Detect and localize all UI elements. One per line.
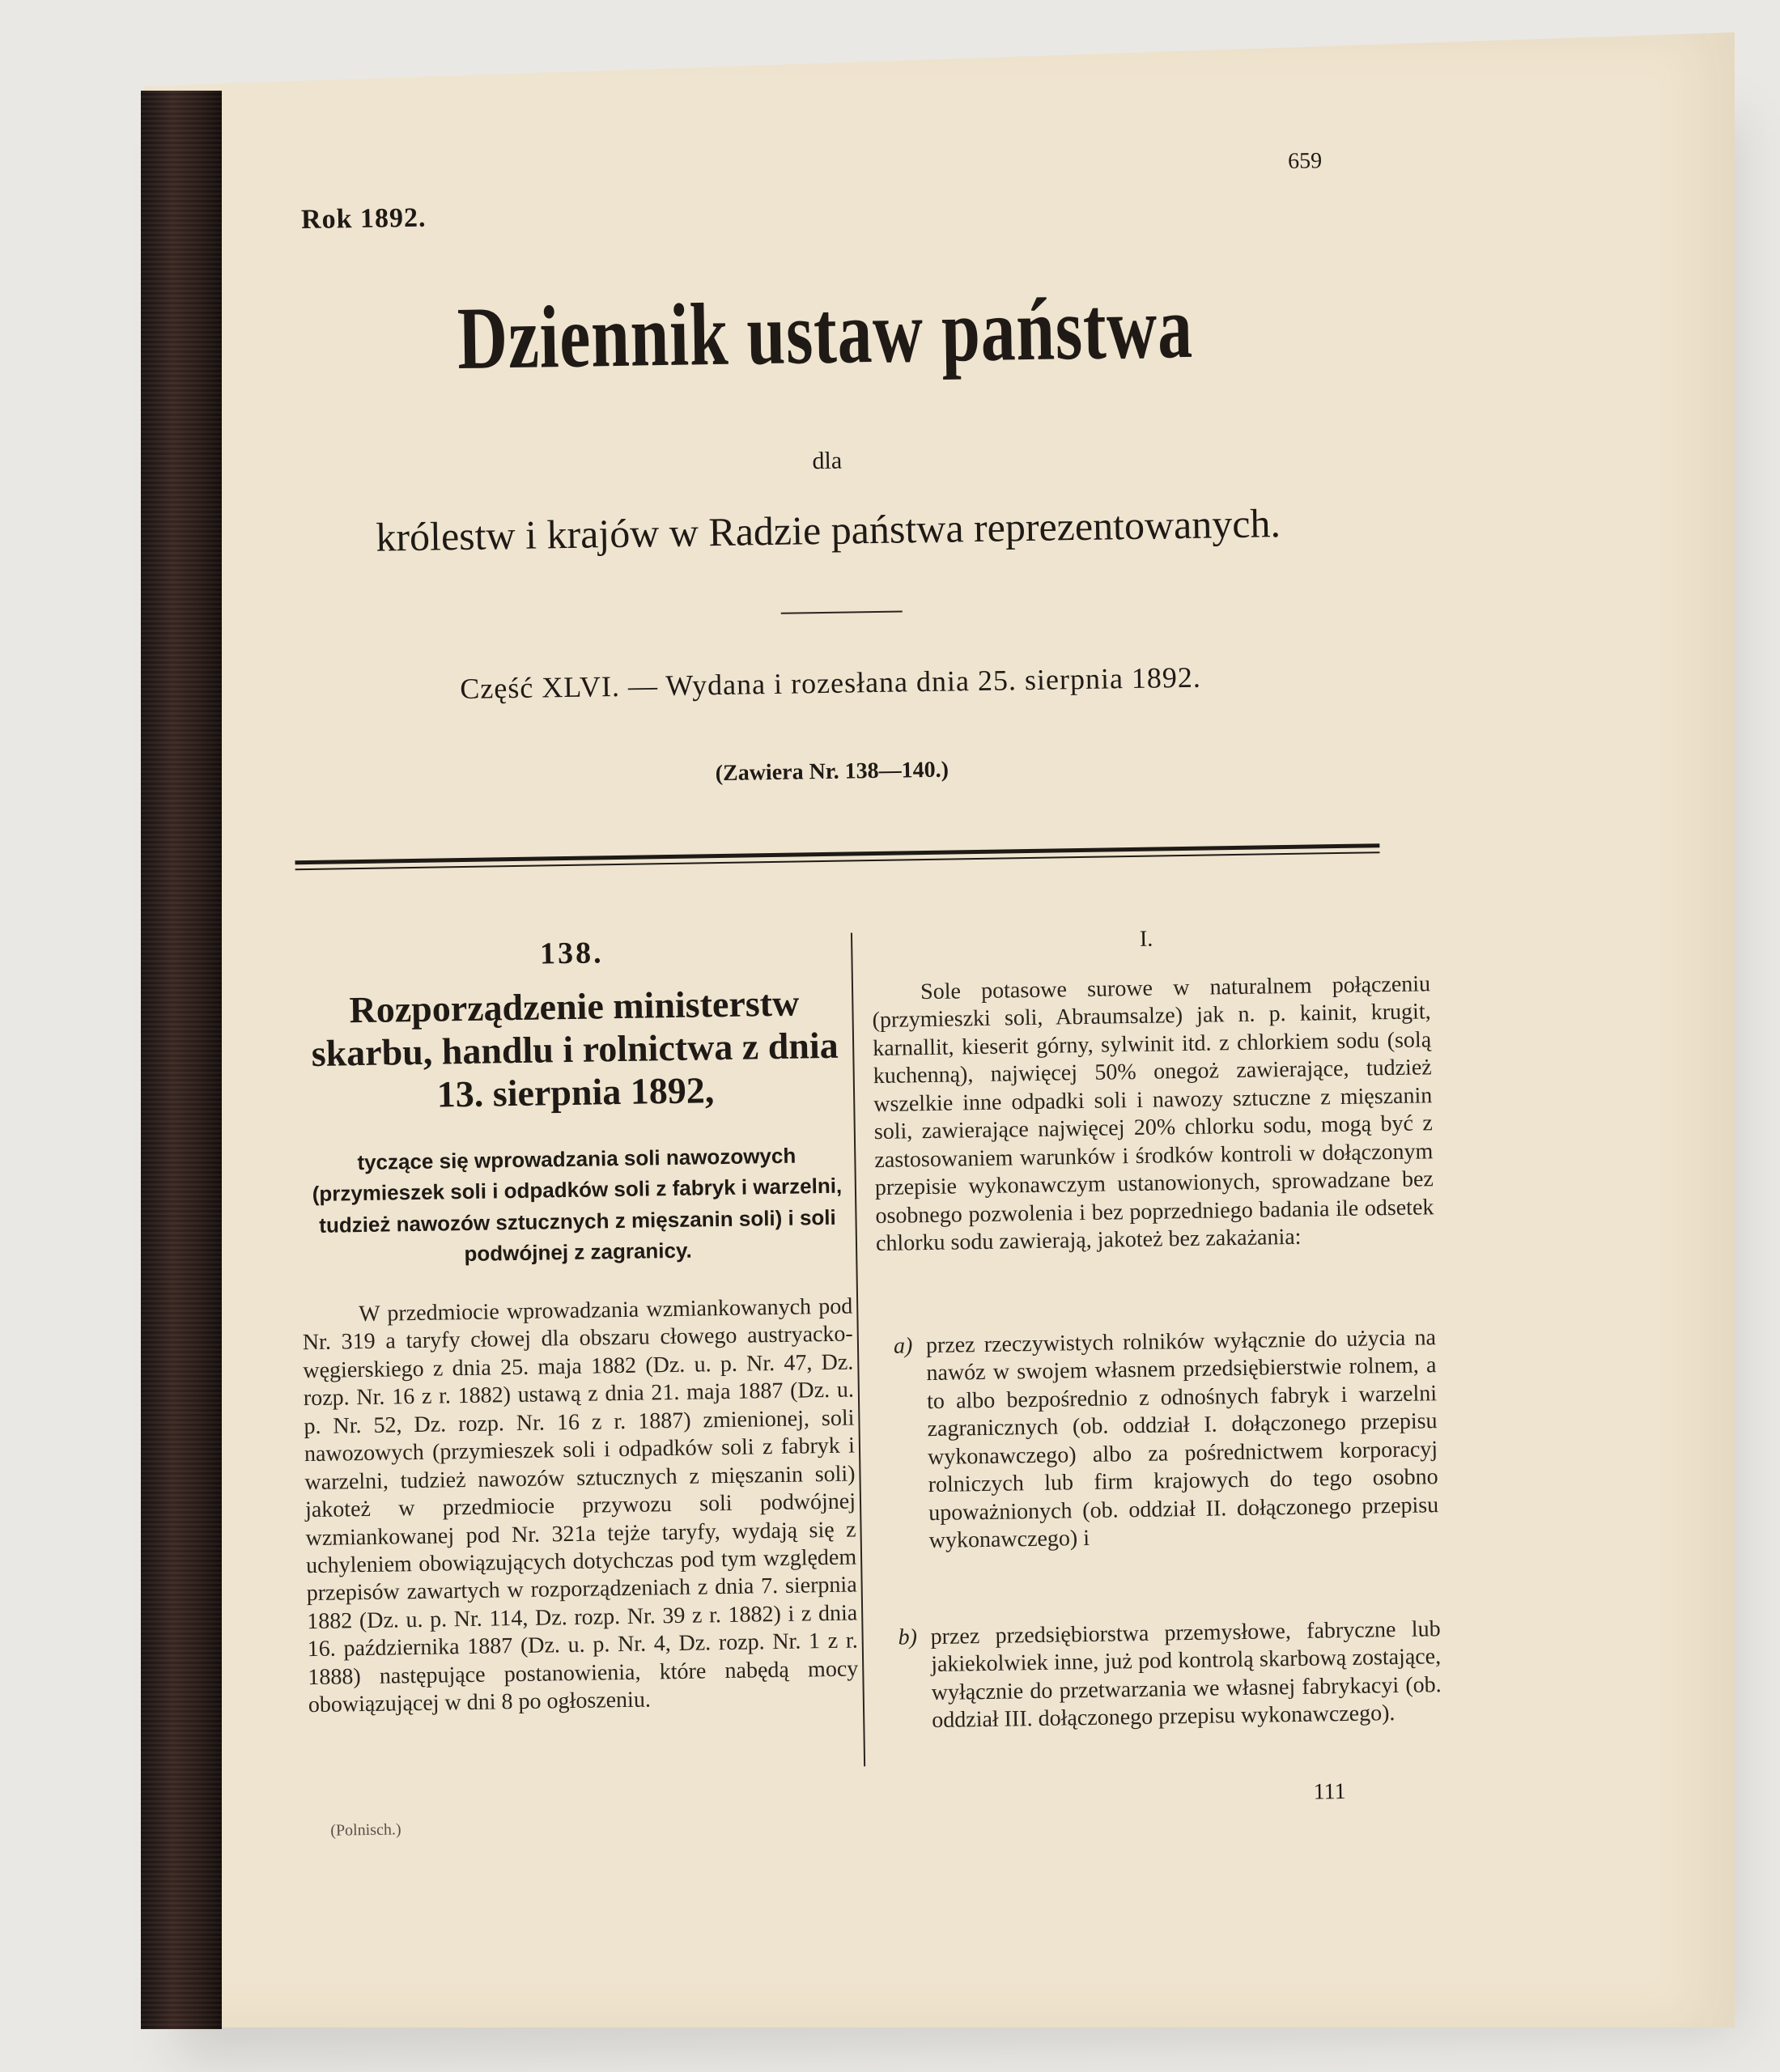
section-intro: [872, 970, 1434, 1258]
ordinance-subject: tyczące się wprowadzania soli nawozowych (przymieszek soli i odpadków soli z fabryk i warzelni, tudzież nawozów sztucznych z mięszanin soli) i soli podwójnej z zagranicy.: [312, 1143, 843, 1267]
journal-title: Dziennik ustaw państwa: [457, 277, 1194, 388]
short-divider: [781, 610, 903, 614]
list-item-label: a): [893, 1333, 913, 1359]
ordinance-body-text: W przedmiocie wprowadzania wzmiankowanych pod Nr. 319 a taryfy cłowej dla obszaru cłowego austryacko-węgierskiego z dnia 25. maja 1882 (Dz. u. p. Nr. 47, Dz. rozp. Nr. 16 z r. 1882) ustawą z dnia 21. maja 1887 (Dz. u. p. Nr. 52, Dz. rozp. Nr. 16 z r. 1887) zmienionej, soli nawozowych (przymieszek soli i odpadków soli z fabryk i warzelni, tudzież nawozów sztucznych z mięszanin soli) jakoteż w przedmiocie przywozu soli podwójnej wzmiankowanej pod Nr. 321a tejże taryfy, wydają się z uchyleniem obowiązujących dotychczas pod tym względem przepisów zawartych w rozporządzeniach z dnia 7. sierpnia 1882 (Dz. u. p. Nr. 114, Dz. rozp. Nr. 39 z r. 1882) i z dnia 16. października 1887 (Dz. u. p. Nr. 4, Dz. rozp. Nr. 1 z r. 1888) następujące postanowienia, które nabędą mocy obowiązującej w dni 8 po ogłoszeniu.: [302, 1293, 859, 1718]
section-heading: I.: [1139, 926, 1153, 952]
page-number: 659: [1287, 148, 1323, 174]
contents-range: (Zawiera Nr. 138—140.): [715, 757, 949, 787]
year-label: Rok 1892.: [300, 202, 427, 236]
document-page: [210, 20, 1754, 2039]
list-item-text: przez przedsiębiorstwa przemysłowe, fabryczne lub jakiekolwiek inne, już pod kontrolą skarbową zostające, wyłącznie do przetwarzania we własnej fabrykacyi (ob. oddział III. dołączonego przepisu wykonawczego).: [930, 1616, 1442, 1734]
binding-spine: [141, 91, 222, 2029]
ordinance-body: [302, 1293, 859, 1720]
issue-line: Część XLVI. — Wydana i rozesłana dnia 25. sierpnia 1892.: [460, 660, 1202, 706]
list-item: [882, 1616, 1442, 1736]
section-intro-text: Sole potasowe surowe w naturalnem połączeniu (przymieszki soli, Abraumsalze) jak n. p. kainit, krugit, karnallit, kieserit górny, sylwinit itd. z chlorkiem sodu (solą kuchenną), najwięcej 50% onegoż zawierające, tudzież wszelkie inne odpadki soli i nawozy sztuczne z mięszanin soli, zawierające najwięcej 20% chlorku sodu, mogą być z zastosowaniem warunków i środków kontroli w dołączonym przepisie wykonawczym ustanowionych, sprowadzane bez osobnego pozwolenia i bez poprzedniego badania ile odsetek chlorku sodu zawierają, jakoteż bez zakażania:: [872, 971, 1434, 1256]
journal-subtitle: królestw i krajów w Radzie państwa reprezentowanych.: [375, 500, 1281, 560]
ordinance-headline: Rozporządzenie ministerstw skarbu, handlu i rolnictwa z dnia 13. sierpnia 1892,: [311, 982, 839, 1115]
list-item: [877, 1324, 1439, 1556]
language-note: (Polnisch.): [330, 1820, 401, 1840]
list-item-text: przez rzeczywistych rolników wyłącznie do użycia na nawóz w swojem własnem przedsiębierstwie rolnem, a to albo bezpośrednio z odnośnych fabryk i warzelni zagranicznych (ob. oddział I. dołączonego przepisu wykonawczego) albo za pośrednictwem korporacyj rolniczych lub firm krajowych do tego osobno upoważnionych (ob. oddział II. dołączonego przepisu wykonawczego) i: [925, 1325, 1439, 1554]
list-item-label: b): [898, 1624, 918, 1650]
title-connector: dla: [812, 447, 843, 475]
ordinance-number: 138.: [539, 936, 604, 971]
signature-number: 111: [1313, 1779, 1346, 1805]
